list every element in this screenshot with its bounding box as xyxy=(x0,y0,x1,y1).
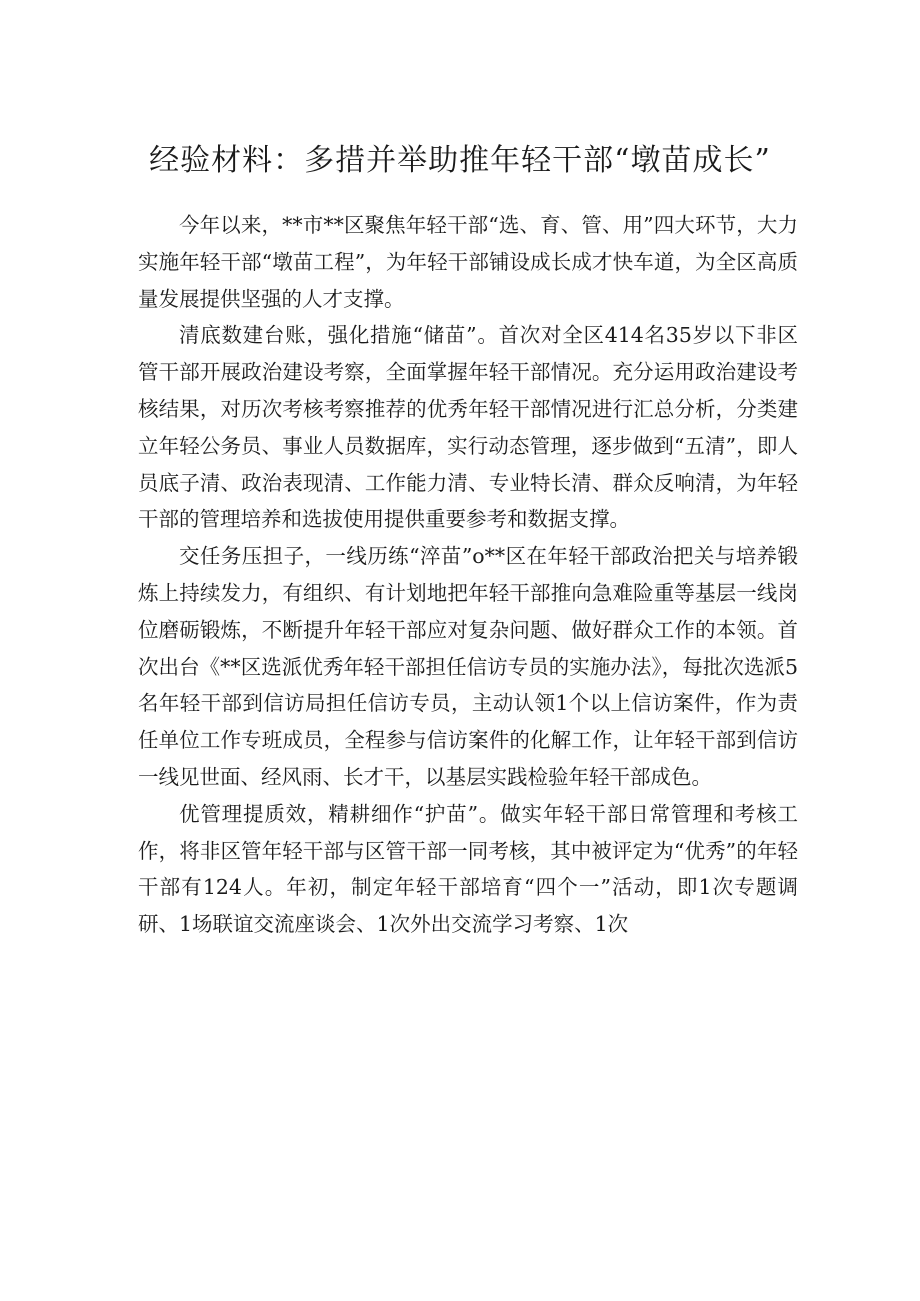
paragraph-cuimiao: 交任务压担子，一线历练“淬苗”o**区在年轻干部政治把关与培养锻炼上持续发力，有组织、有计划地把年轻干部推向急难险重等基层一线岗位磨砺锻炼，不断提升年轻干部应对复杂问题、做好群众工作的本领。首次出台《**区选派优秀年轻干部担任信访专员的实施办法》，每批次选派5名年轻干部到信访局担任信访专员，主动认领1个以上信访案件，作为责任单位工作专班成员，全程参与信访案件的化解工作，让年轻干部到信访一线见世面、经风雨、长才干，以基层实践检验年轻干部成色。 xyxy=(138,544,798,789)
document-title: 经验材料：多措并举助推年轻干部“墩苗成长” xyxy=(149,143,771,178)
paragraph-chumiao: 清底数建台账，强化措施“储苗”。首次对全区414名35岁以下非区管干部开展政治建设考察，全面掌握年轻干部情况。充分运用政治建设考核结果，对历次考核考察推荐的优秀年轻干部情况进行汇总分析，分类建立年轻公务员、事业人员数据库，实行动态管理，逐步做到“五清”，即人员底子清、政治表现清、工作能力清、专业特长清、群众反响清，为年轻干部的管理培养和选拔使用提供重要参考和数据支撑。 xyxy=(138,323,798,532)
paragraph-humiao: 优管理提质效，精耕细作“护苗”。做实年轻干部日常管理和考核工作，将非区管年轻干部与区管干部一同考核，其中被评定为“优秀”的年轻干部有124人。年初，制定年轻干部培育“四个一”活动，即1次专题调研、1场联谊交流座谈会、1次外出交流学习考察、1次 xyxy=(138,801,798,937)
document-body xyxy=(138,207,798,943)
paragraph-intro: 今年以来，**市**区聚焦年轻干部“选、育、管、用”四大环节，大力实施年轻干部“墩苗工程”，为年轻干部铺设成长成才快车道，为全区高质量发展提供坚强的人才支撑。 xyxy=(138,213,798,311)
